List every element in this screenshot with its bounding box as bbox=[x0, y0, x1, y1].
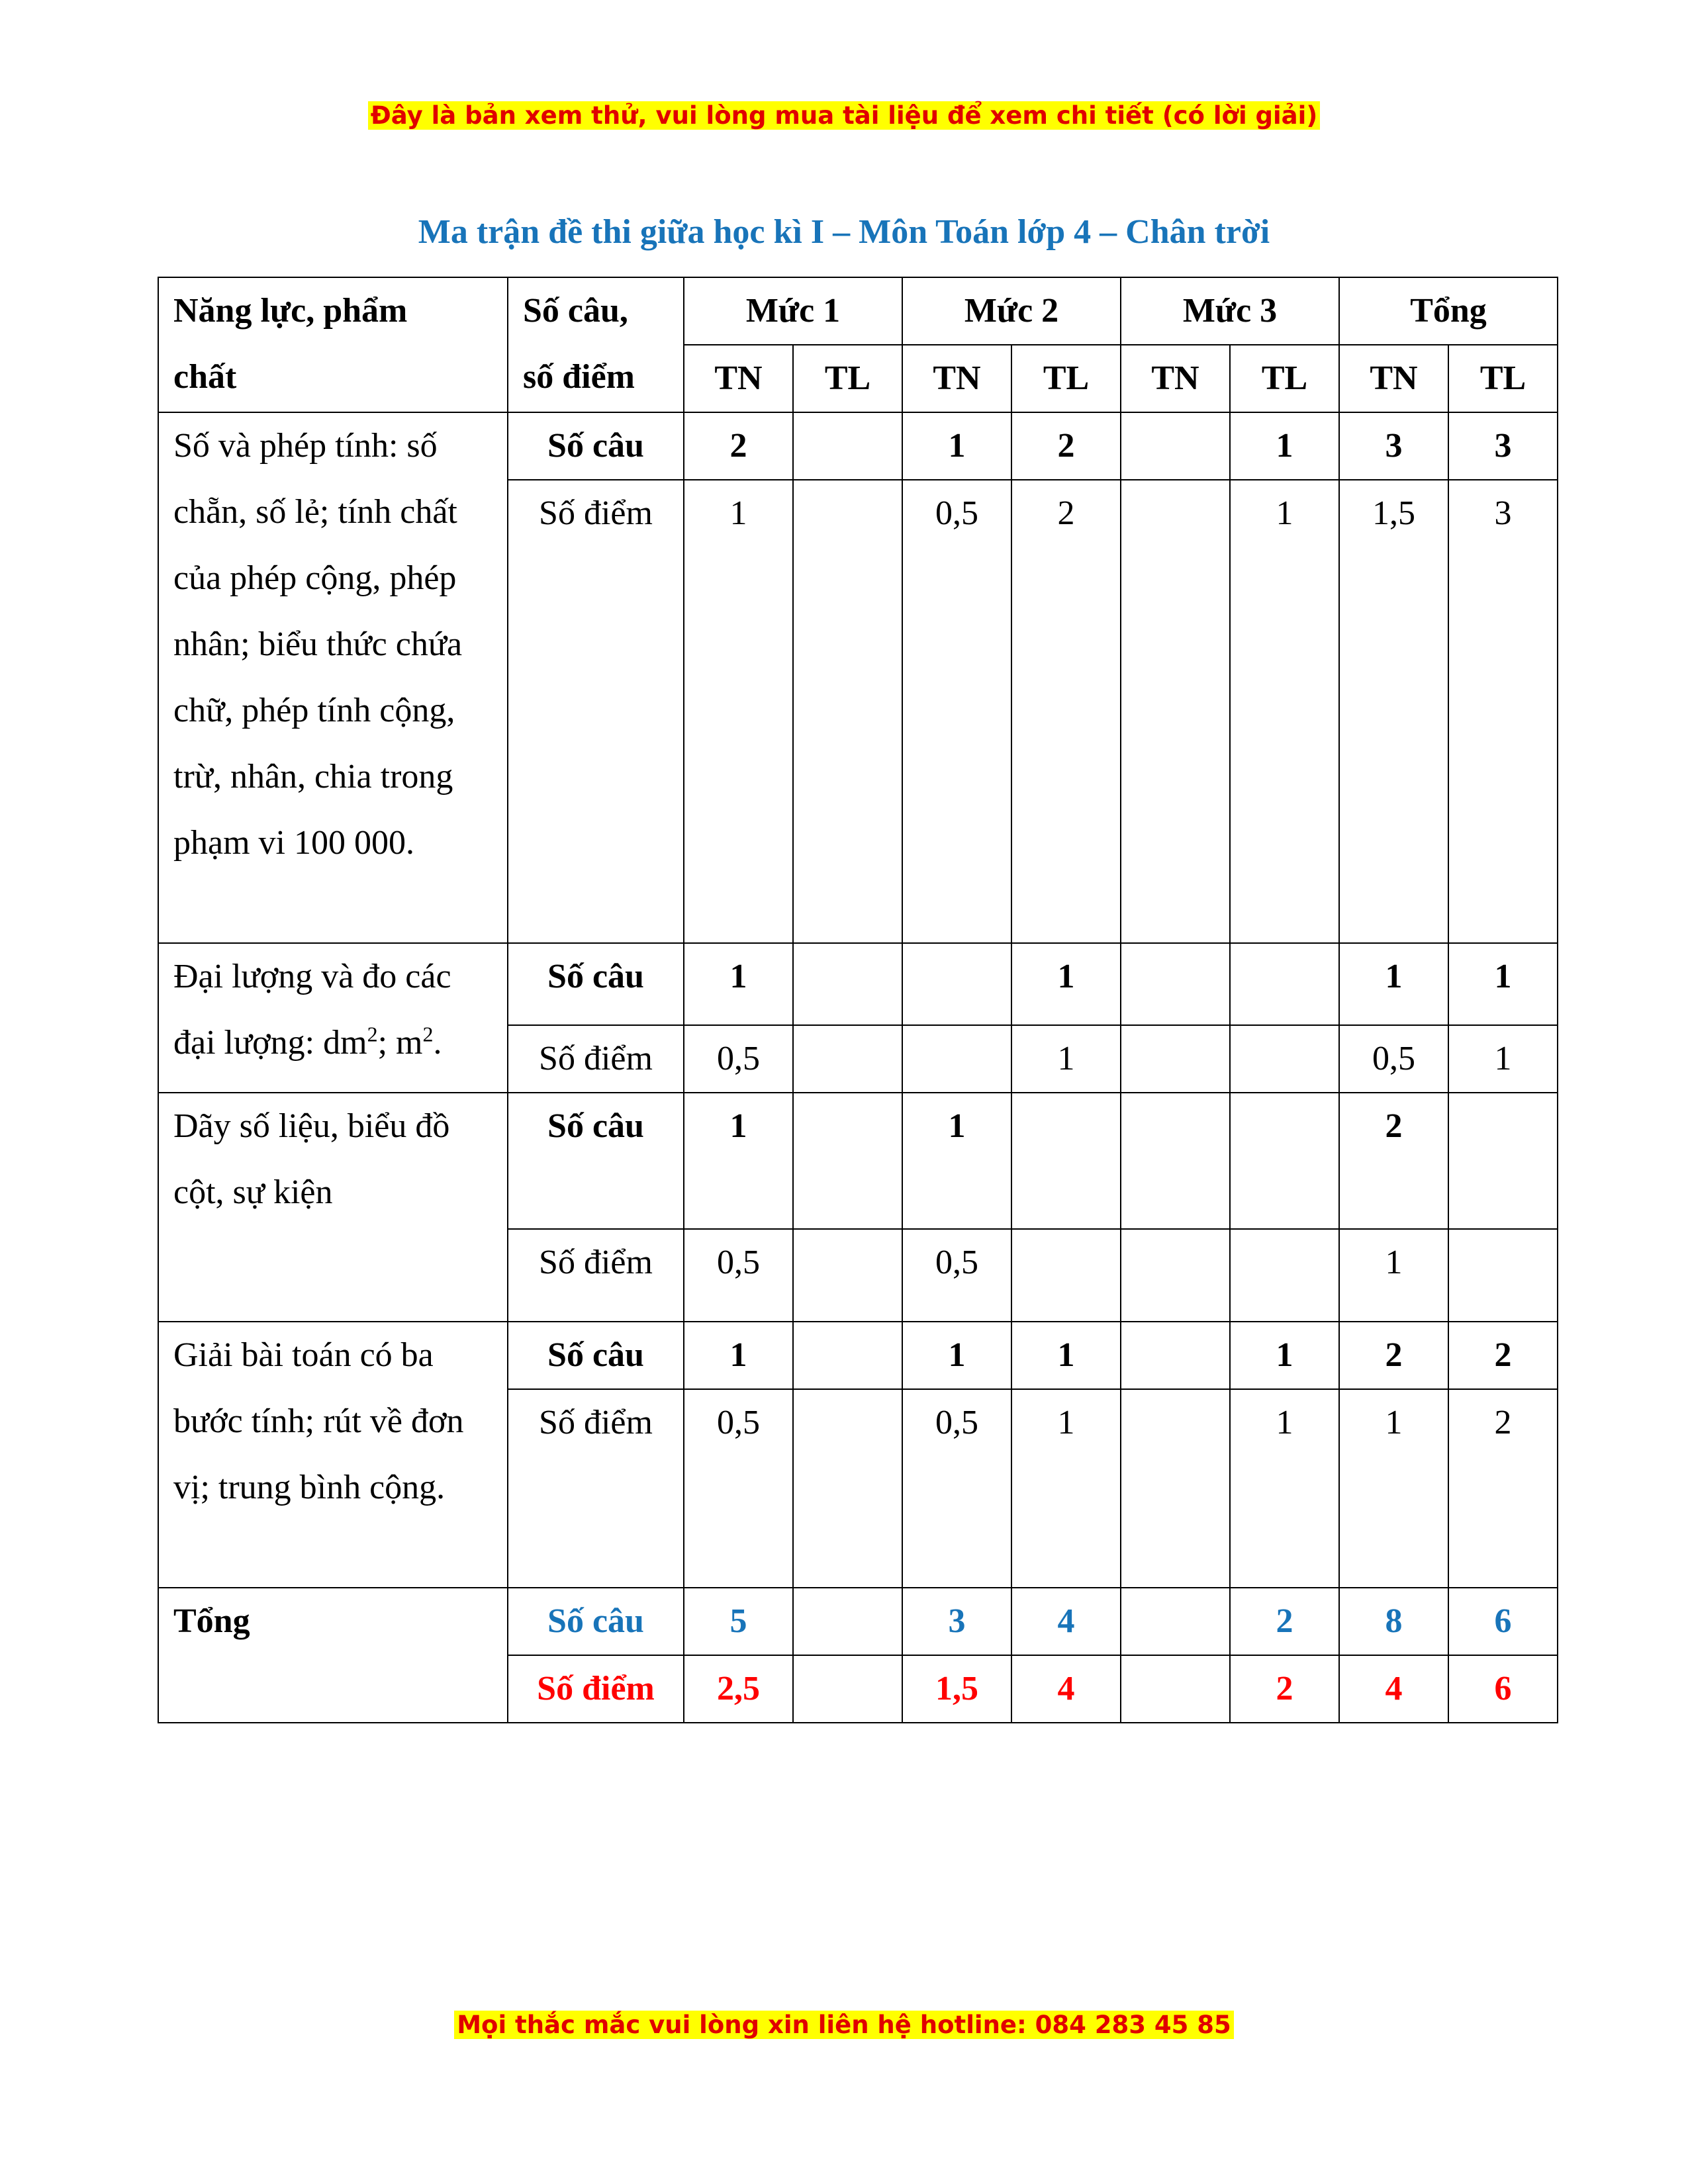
total-value-cell: 4 bbox=[1011, 1588, 1121, 1655]
value-cell bbox=[1121, 1025, 1230, 1093]
category-cell bbox=[158, 943, 508, 1093]
category-cell: Dãy số liệu, biểu đồ cột, sự kiện bbox=[158, 1093, 508, 1322]
value-cell bbox=[1230, 1229, 1339, 1322]
header-competency-line2: chất bbox=[173, 358, 237, 396]
value-cell: 3 bbox=[1339, 412, 1448, 480]
total-value-cell: 5 bbox=[684, 1588, 793, 1655]
value-cell bbox=[1448, 1229, 1558, 1322]
value-cell: 1 bbox=[902, 1322, 1011, 1389]
value-cell bbox=[793, 1322, 902, 1389]
value-cell: 1 bbox=[1011, 1322, 1121, 1389]
value-cell: 1 bbox=[1230, 1322, 1339, 1389]
category-cell: Giải bài toán có ba bước tính; rút về đơn vị; trung bình cộng. bbox=[158, 1322, 508, 1588]
total-value-cell: 2,5 bbox=[684, 1655, 793, 1723]
value-cell: 2 bbox=[1339, 1322, 1448, 1389]
so-cau-label: Số câu bbox=[508, 1322, 684, 1389]
header-sub-tn: TN bbox=[902, 345, 1011, 412]
total-so-cau-label: Số câu bbox=[508, 1588, 684, 1655]
total-value-cell bbox=[793, 1655, 902, 1723]
value-cell: 1 bbox=[684, 480, 793, 943]
value-cell: 1 bbox=[1230, 412, 1339, 480]
header-level-3: Mức 3 bbox=[1121, 277, 1339, 345]
header-total: Tổng bbox=[1339, 277, 1558, 345]
value-cell bbox=[793, 1025, 902, 1093]
hotline-banner bbox=[0, 2009, 1688, 2042]
value-cell: 1 bbox=[902, 412, 1011, 480]
value-cell bbox=[1011, 1093, 1121, 1229]
value-cell bbox=[1230, 1025, 1339, 1093]
so-diem-label: Số điểm bbox=[508, 1389, 684, 1588]
total-value-cell: 4 bbox=[1339, 1655, 1448, 1723]
value-cell: 1 bbox=[684, 943, 793, 1025]
superscript: 2 bbox=[367, 1022, 378, 1046]
value-cell: 1 bbox=[684, 1322, 793, 1389]
value-cell bbox=[793, 1389, 902, 1588]
total-value-cell: 3 bbox=[902, 1588, 1011, 1655]
value-cell bbox=[1121, 1093, 1230, 1229]
category-cell: Số và phép tính: số chẵn, số lẻ; tính chất của phép cộng, phép nhân; biểu thức chứa chữ, phép tính cộng, trừ, nhân, chia trong phạm vi 100 000. bbox=[158, 412, 508, 943]
preview-banner bbox=[0, 99, 1688, 132]
total-value-cell: 6 bbox=[1448, 1655, 1558, 1723]
value-cell: 0,5 bbox=[902, 480, 1011, 943]
so-cau-label: Số câu bbox=[508, 943, 684, 1025]
table-row bbox=[158, 1093, 1558, 1229]
value-cell: 1 bbox=[684, 1093, 793, 1229]
category-text: ; m bbox=[377, 1024, 423, 1062]
value-cell: 0,5 bbox=[902, 1229, 1011, 1322]
category-text: Đại lượng và đo các đại lượng: dm bbox=[173, 958, 451, 1062]
header-competency-line1: Năng lực, phẩm bbox=[173, 292, 408, 330]
table-row bbox=[158, 412, 1558, 480]
value-cell bbox=[1230, 1093, 1339, 1229]
value-cell: 1,5 bbox=[1339, 480, 1448, 943]
value-cell bbox=[793, 1229, 902, 1322]
value-cell bbox=[1121, 943, 1230, 1025]
total-value-cell: 4 bbox=[1011, 1655, 1121, 1723]
value-cell: 1 bbox=[1339, 943, 1448, 1025]
document-title: Ma trận đề thi giữa học kì I – Môn Toán lớp 4 – Chân trời bbox=[418, 213, 1270, 251]
value-cell: 2 bbox=[1448, 1389, 1558, 1588]
header-row-levels bbox=[158, 277, 1558, 345]
header-count-line2: số điểm bbox=[523, 358, 635, 396]
value-cell bbox=[1230, 943, 1339, 1025]
value-cell bbox=[793, 1093, 902, 1229]
value-cell bbox=[1121, 1229, 1230, 1322]
so-cau-label: Số câu bbox=[508, 1093, 684, 1229]
value-cell bbox=[1121, 1322, 1230, 1389]
so-diem-label: Số điểm bbox=[508, 1025, 684, 1093]
value-cell: 2 bbox=[1448, 1322, 1558, 1389]
value-cell: 1 bbox=[902, 1093, 1011, 1229]
value-cell: 0,5 bbox=[902, 1389, 1011, 1588]
value-cell: 0,5 bbox=[684, 1025, 793, 1093]
header-sub-tl: TL bbox=[1230, 345, 1339, 412]
value-cell: 1 bbox=[1339, 1389, 1448, 1588]
total-so-diem-label: Số điểm bbox=[508, 1655, 684, 1723]
total-value-cell bbox=[1121, 1588, 1230, 1655]
table-row bbox=[158, 1322, 1558, 1389]
total-value-cell: 8 bbox=[1339, 1588, 1448, 1655]
value-cell: 2 bbox=[684, 412, 793, 480]
header-sub-tl: TL bbox=[1448, 345, 1558, 412]
header-sub-tn: TN bbox=[1339, 345, 1448, 412]
value-cell bbox=[1121, 480, 1230, 943]
value-cell bbox=[793, 480, 902, 943]
total-row bbox=[158, 1588, 1558, 1655]
value-cell: 1 bbox=[1230, 480, 1339, 943]
value-cell bbox=[1121, 1389, 1230, 1588]
total-value-cell bbox=[1121, 1655, 1230, 1723]
value-cell: 1 bbox=[1448, 943, 1558, 1025]
value-cell bbox=[1121, 412, 1230, 480]
header-count-line1: Số câu, bbox=[523, 292, 628, 330]
total-value-cell: 1,5 bbox=[902, 1655, 1011, 1723]
value-cell: 0,5 bbox=[1339, 1025, 1448, 1093]
header-level-2: Mức 2 bbox=[902, 277, 1121, 345]
exam-matrix-table bbox=[158, 277, 1558, 1723]
value-cell bbox=[1011, 1229, 1121, 1322]
total-value-cell: 6 bbox=[1448, 1588, 1558, 1655]
superscript: 2 bbox=[422, 1022, 434, 1046]
value-cell: 1 bbox=[1011, 943, 1121, 1025]
value-cell: 1 bbox=[1230, 1389, 1339, 1588]
value-cell: 0,5 bbox=[684, 1229, 793, 1322]
header-level-1: Mức 1 bbox=[684, 277, 902, 345]
hotline-banner-text: Mọi thắc mắc vui lòng xin liên hệ hotline: 084 283 45 85 bbox=[454, 2011, 1234, 2039]
header-competency bbox=[158, 277, 508, 412]
value-cell: 2 bbox=[1339, 1093, 1448, 1229]
value-cell bbox=[1448, 1093, 1558, 1229]
value-cell: 1 bbox=[1448, 1025, 1558, 1093]
total-value-cell bbox=[793, 1588, 902, 1655]
category-text: . bbox=[433, 1024, 442, 1062]
total-label: Tổng bbox=[158, 1588, 508, 1723]
total-value-cell: 2 bbox=[1230, 1655, 1339, 1723]
value-cell bbox=[902, 943, 1011, 1025]
value-cell: 0,5 bbox=[684, 1389, 793, 1588]
value-cell: 1 bbox=[1011, 1389, 1121, 1588]
value-cell: 2 bbox=[1011, 412, 1121, 480]
so-diem-label: Số điểm bbox=[508, 480, 684, 943]
so-diem-label: Số điểm bbox=[508, 1229, 684, 1322]
table-row bbox=[158, 943, 1558, 1025]
value-cell bbox=[793, 412, 902, 480]
total-value-cell: 2 bbox=[1230, 1588, 1339, 1655]
header-sub-tn: TN bbox=[1121, 345, 1230, 412]
header-sub-tl: TL bbox=[793, 345, 902, 412]
value-cell: 1 bbox=[1339, 1229, 1448, 1322]
value-cell: 1 bbox=[1011, 1025, 1121, 1093]
value-cell: 2 bbox=[1011, 480, 1121, 943]
header-sub-tl: TL bbox=[1011, 345, 1121, 412]
value-cell bbox=[902, 1025, 1011, 1093]
header-count-points bbox=[508, 277, 684, 412]
so-cau-label: Số câu bbox=[508, 412, 684, 480]
header-sub-tn: TN bbox=[684, 345, 793, 412]
value-cell bbox=[793, 943, 902, 1025]
value-cell: 3 bbox=[1448, 480, 1558, 943]
preview-banner-text: Đây là bản xem thử, vui lòng mua tài liệu để xem chi tiết (có lời giải) bbox=[368, 101, 1320, 130]
value-cell: 3 bbox=[1448, 412, 1558, 480]
